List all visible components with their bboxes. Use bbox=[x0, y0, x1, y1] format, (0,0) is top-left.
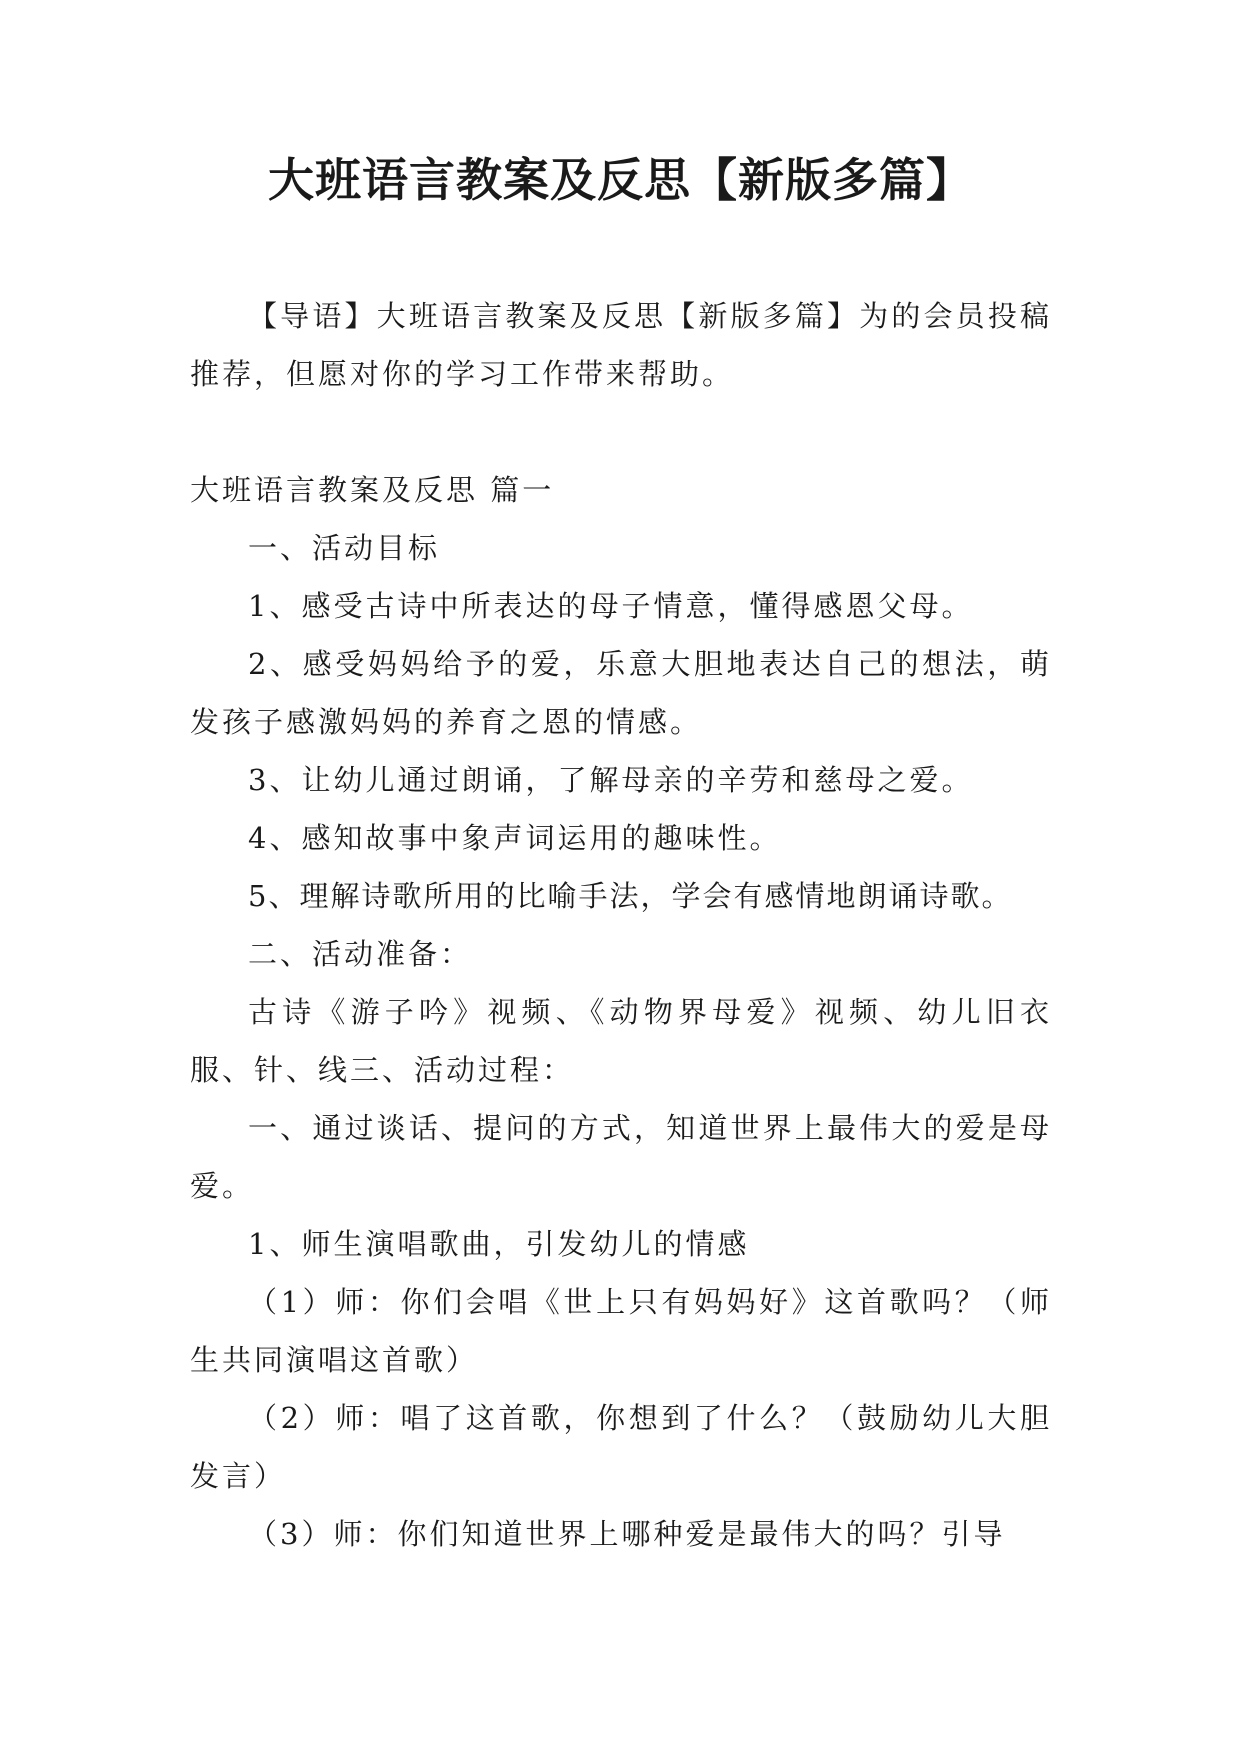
paragraph-question-1: （1）师：你们会唱《世上只有妈妈好》这首歌吗？（师生共同演唱这首歌） bbox=[190, 1285, 1052, 1377]
paragraph-goal-3: 3、让幼儿通过朗诵，了解母亲的辛劳和慈母之爱。 bbox=[248, 763, 974, 797]
paragraph-prep-materials: 古诗《游子吟》视频、《动物界母爱》视频、幼儿旧衣服、针、线三、活动过程： bbox=[190, 995, 1052, 1087]
paragraph-goal-2: 2、感受妈妈给予的爱，乐意大胆地表达自己的想法，萌发孩子感激妈妈的养育之恩的情感。 bbox=[190, 647, 1052, 739]
paragraph-goal-4: 4、感知故事中象声词运用的趣味性。 bbox=[248, 821, 782, 855]
paragraph-activity-goals: 一、活动目标 bbox=[248, 531, 441, 565]
section-heading: 大班语言教案及反思 篇一 bbox=[190, 473, 555, 507]
paragraph-step-1-1: 1、师生演唱歌曲，引发幼儿的情感 bbox=[248, 1227, 750, 1261]
paragraph-question-2: （2）师：唱了这首歌，你想到了什么？（鼓励幼儿大胆发言） bbox=[190, 1401, 1052, 1493]
document-title: 大班语言教案及反思【新版多篇】 bbox=[268, 153, 973, 207]
intro-paragraph: 【导语】大班语言教案及反思【新版多篇】为的会员投稿推荐，但愿对你的学习工作带来帮助。 bbox=[190, 299, 1052, 391]
paragraph-goal-5: 5、理解诗歌所用的比喻手法，学会有感情地朗诵诗歌。 bbox=[248, 879, 1013, 913]
paragraph-step-1: 一、通过谈话、提问的方式，知道世界上最伟大的爱是母爱。 bbox=[190, 1111, 1052, 1203]
paragraph-activity-prep: 二、活动准备： bbox=[248, 937, 473, 971]
paragraph-gap bbox=[190, 403, 1052, 461]
document-body bbox=[190, 287, 1052, 1563]
paragraph-question-3: （3）师：你们知道世界上哪种爱是最伟大的吗？引导 bbox=[248, 1517, 1006, 1551]
paragraph-goal-1: 1、感受古诗中所表达的母子情意，懂得感恩父母。 bbox=[248, 589, 974, 623]
